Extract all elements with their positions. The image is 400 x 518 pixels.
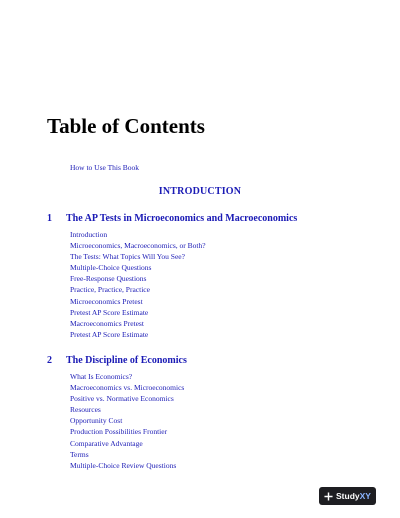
toc-item[interactable]: Pretest AP Score Estimate bbox=[70, 307, 149, 317]
chapter-title: The AP Tests in Microeconomics and Macroeconomics bbox=[66, 213, 298, 224]
toc-link-how-to-use[interactable]: How to Use This Book bbox=[70, 163, 140, 172]
toc-item[interactable]: Microeconomics, Macroeconomics, or Both? bbox=[70, 241, 206, 251]
chapter-number: 2 bbox=[47, 355, 52, 366]
toc-item[interactable]: The Tests: What Topics Will You See? bbox=[70, 252, 185, 262]
toc-item[interactable]: Microeconomics Pretest bbox=[70, 296, 143, 306]
toc-item[interactable]: Pretest AP Score Estimate bbox=[70, 329, 149, 339]
toc-item[interactable]: Multiple-Choice Review Questions bbox=[70, 460, 177, 470]
toc-item[interactable]: Positive vs. Normative Economics bbox=[70, 394, 174, 404]
chapter-1 bbox=[47, 212, 297, 340]
plus-icon bbox=[324, 492, 333, 501]
chapter-title: The Discipline of Economics bbox=[66, 355, 187, 366]
toc-item[interactable]: Terms bbox=[70, 449, 89, 459]
toc-item[interactable]: Multiple-Choice Questions bbox=[70, 263, 152, 273]
chapter-2 bbox=[47, 354, 187, 471]
toc-item[interactable]: Opportunity Cost bbox=[70, 416, 123, 426]
badge-brand-xy: XY bbox=[359, 491, 371, 501]
toc-item[interactable]: Production Possibilities Frontier bbox=[70, 427, 168, 437]
studyxy-badge[interactable] bbox=[319, 487, 376, 505]
toc-item[interactable]: Macroeconomics vs. Microeconomics bbox=[70, 383, 185, 393]
section-heading-introduction[interactable]: INTRODUCTION bbox=[158, 186, 242, 197]
toc-item[interactable]: Macroeconomics Pretest bbox=[70, 318, 144, 328]
toc-item[interactable]: What Is Economics? bbox=[70, 372, 133, 381]
toc-item[interactable]: Comparative Advantage bbox=[70, 438, 143, 448]
chapter-topic-list bbox=[70, 371, 187, 471]
chapter-topic-list bbox=[70, 229, 297, 340]
toc-item[interactable]: Introduction bbox=[70, 230, 108, 239]
chapter-heading[interactable] bbox=[47, 354, 187, 367]
toc-item[interactable]: Practice, Practice, Practice bbox=[70, 285, 150, 295]
badge-brand-study: Study bbox=[336, 491, 360, 501]
toc-item[interactable]: Free-Response Questions bbox=[70, 274, 147, 284]
toc-item[interactable]: Resources bbox=[70, 405, 101, 415]
chapter-number: 1 bbox=[47, 213, 52, 224]
chapter-heading[interactable] bbox=[47, 212, 297, 225]
page-title: Table of Contents bbox=[47, 114, 205, 138]
